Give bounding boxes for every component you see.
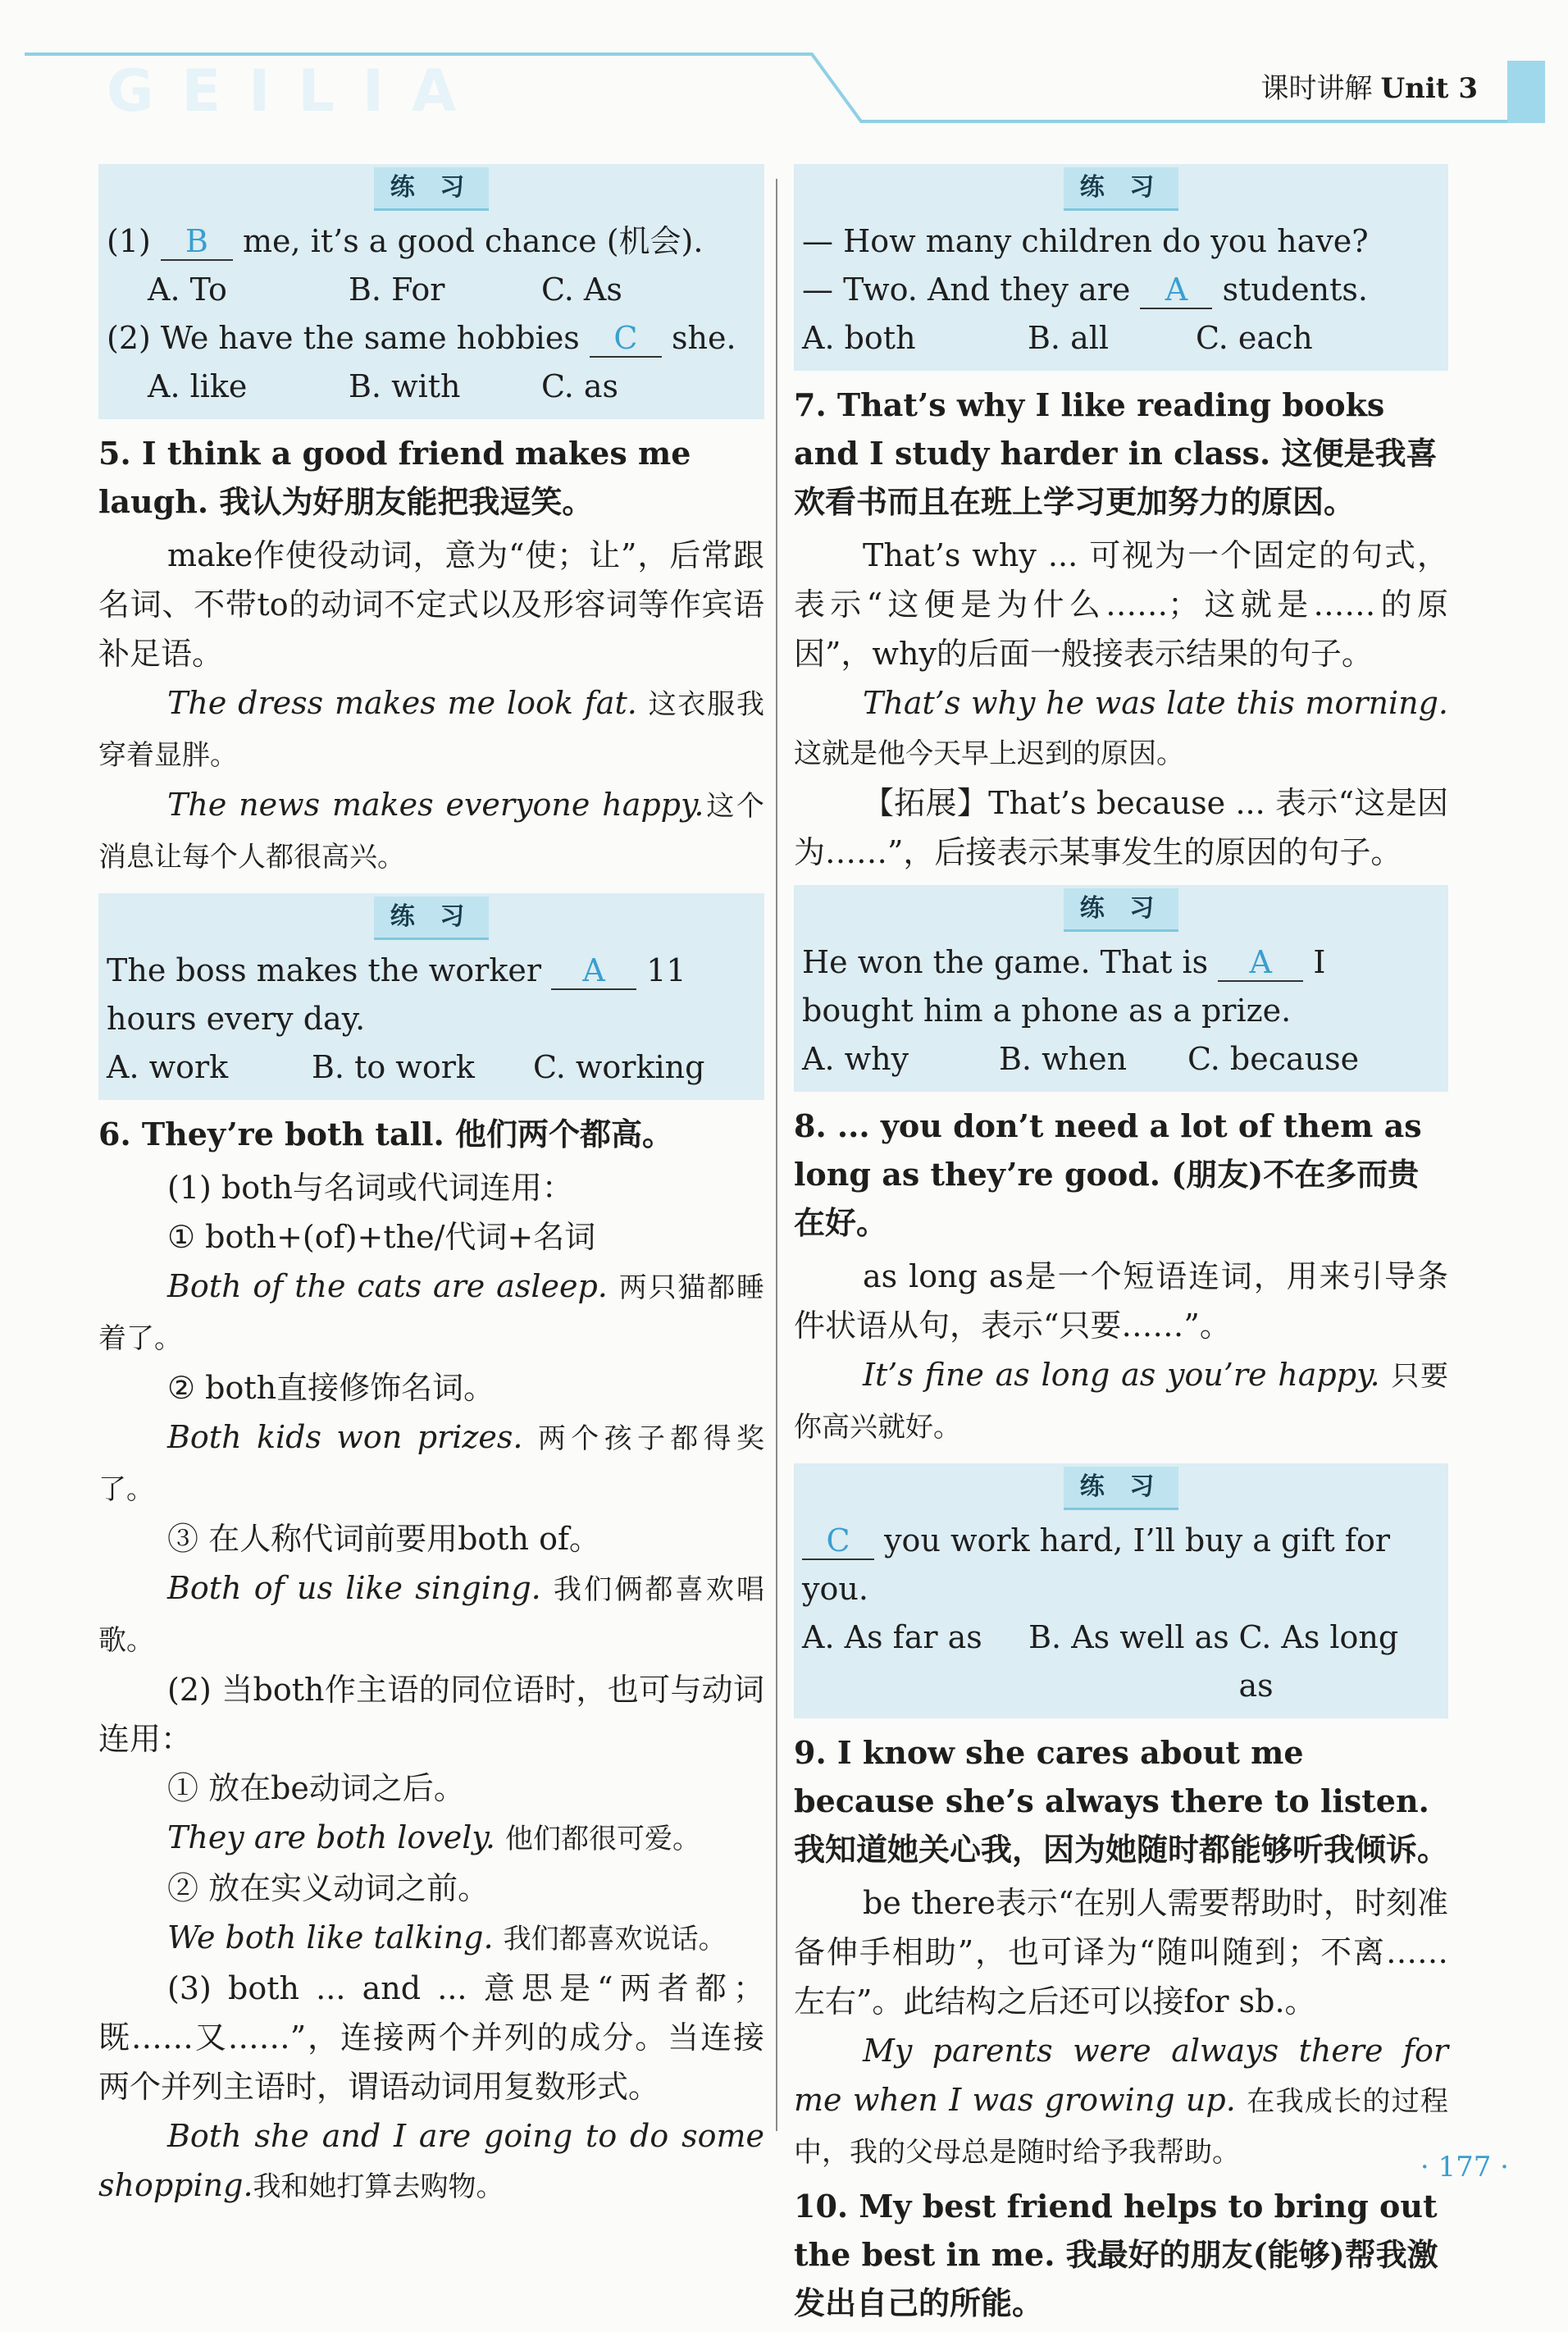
example-en: We both like talking. [167, 1919, 494, 1956]
question-text: The boss makes the worker [107, 952, 542, 988]
options-row [802, 1035, 1440, 1084]
example-sentence [98, 1412, 764, 1514]
exercise-question: — How many children do you have? [802, 223, 1369, 259]
exercise-box [98, 893, 764, 1100]
exercise-question [802, 266, 1440, 314]
column-divider [776, 179, 777, 2131]
example-sentence [794, 1350, 1448, 1452]
option: C. each [1196, 320, 1313, 356]
option: A. like [148, 368, 248, 404]
example-cn: 我们都喜欢说话。 [503, 1923, 727, 1956]
exercise-box [794, 885, 1448, 1092]
header-title [1261, 66, 1479, 106]
option: B. when [999, 1041, 1128, 1077]
example-sentence [98, 2111, 764, 2211]
exercise-question [107, 314, 756, 363]
section-heading: 5. I think a good friend makes me laugh. 我认为好朋友能把我逗笑。 [98, 435, 691, 520]
example-en: They are both lovely. [167, 1819, 495, 1855]
option: C. As [541, 272, 622, 308]
exercise-question [107, 947, 756, 1043]
page-header [0, 0, 1568, 139]
explanation: (1) both与名词或代词连用： [167, 1170, 573, 1206]
page-number: · 177 · [1420, 2151, 1509, 2184]
question-text: you work hard, I’ll buy a gift for you. [802, 1522, 1390, 1607]
answer-blank: C [590, 320, 662, 358]
section-heading: 8. ... you don’t need a lot of them as long as they’re good. (朋友)不在多而贵在好。 [794, 1107, 1422, 1241]
exercise-question [802, 938, 1440, 1035]
option: B. to work [312, 1049, 475, 1085]
example-en: The dress makes me look fat. [167, 685, 637, 721]
example-sentence [98, 1563, 764, 1665]
header-watermark: GEILIA [107, 57, 485, 125]
example-cn: 我和她打算去购物。 [253, 2170, 504, 2203]
exercise-heading: 练 习 [374, 897, 489, 940]
example-en: Both she and I are going to do some shopping. [98, 2118, 764, 2203]
question-text: He won the game. That is [802, 944, 1209, 980]
section-heading: 9. I know she cares about me because she’s always there to listen. 我知道她关心我，因为她随时都能够听我倾诉。 [794, 1734, 1449, 1868]
exercise-heading: 练 习 [1064, 1467, 1178, 1510]
right-column [794, 164, 1448, 2332]
explanation: That’s why ... 可视为一个固定的句式，表示“这便是为什么……；这就是……的原因”，why的后面一般接表示结果的句子。 [794, 537, 1448, 672]
question-text: students. [1222, 272, 1368, 308]
question-text: — Two. And they are [802, 272, 1131, 308]
example-sentence [98, 1913, 764, 1964]
example-cn: 这就是他今天早上迟到的原因。 [794, 737, 1184, 770]
answer-blank: A [1140, 272, 1212, 309]
option: C. working [533, 1049, 705, 1085]
exercise-box [794, 1463, 1448, 1718]
example-en: Both kids won prizes. [167, 1419, 523, 1455]
explanation: make作使役动词，意为“使；让”，后常跟名词、不带to的动词不定式以及形容词等作宾语补足语。 [98, 537, 764, 672]
example-cn: 我们俩都喜欢唱歌。 [98, 1573, 764, 1657]
explanation: (3) both ... and ... 意思是“两者都；既……又……”，连接两个并列的成分。当连接两个并列主语时，谓语动词用复数形式。 [98, 1970, 764, 2105]
example-sentence [794, 2026, 1448, 2177]
option: B. As well as [1028, 1619, 1229, 1655]
example-cn: 在我成长的过程中，我的父母总是随时给予我帮助。 [794, 2085, 1449, 2169]
extension-note: 【拓展】That’s because ... 表示“这是因为……”，后接表示某事发生的原因的句子。 [794, 785, 1448, 870]
option: B. For [349, 272, 445, 308]
option: C. As long as [1238, 1619, 1399, 1704]
explanation: ② both直接修饰名词。 [167, 1370, 495, 1406]
section-heading: 10. My best friend helps to bring out the best in me. 我最好的朋友(能够)帮我激发出自己的所能。 [794, 2188, 1438, 2321]
answer-blank: C [802, 1522, 874, 1560]
option: C. as [541, 368, 619, 404]
example-en: Both of us like singing. [167, 1570, 541, 1606]
option: A. both [802, 320, 916, 356]
section-heading: 6. They’re both tall. 他们两个都高。 [98, 1116, 673, 1152]
example-sentence [98, 1813, 764, 1864]
example-cn: 只要你高兴就好。 [794, 1360, 1448, 1444]
options-row [802, 1613, 1440, 1710]
example-en: That’s why he was late this morning. [863, 685, 1448, 721]
example-cn: 这个消息让每个人都很高兴。 [98, 790, 765, 874]
example-en: Both of the cats are asleep. [167, 1268, 608, 1304]
left-column [98, 164, 764, 2211]
question-text: me, it’s a good chance (机会). [243, 223, 704, 259]
answer-blank: A [1218, 944, 1303, 982]
exercise-question [802, 1517, 1440, 1613]
example-cn: 这衣服我穿着显胖。 [98, 688, 764, 772]
header-tab [1507, 61, 1545, 123]
example-sentence [98, 780, 764, 882]
question-text: 11 hours every day. [107, 952, 686, 1037]
example-cn: 两个孩子都得奖了。 [98, 1422, 764, 1506]
option: A. To [148, 272, 227, 308]
question-text: I bought him a phone as a prize. [802, 944, 1326, 1029]
header-unit: Unit 3 [1380, 72, 1478, 105]
example-sentence [794, 678, 1448, 778]
options-row [107, 1043, 756, 1092]
section-heading: 7. That’s why I like reading books and I study harder in class. 这便是我喜欢看书而且在班上学习更加努力的原因。 [794, 386, 1438, 520]
example-cn: 他们都很可爱。 [505, 1823, 701, 1855]
option: B. all [1028, 320, 1110, 356]
exercise-heading: 练 习 [1064, 167, 1178, 211]
explanation: (2) 当both作主语的同位语时，也可与动词连用： [98, 1672, 764, 1757]
question-text: (2) We have the same hobbies [107, 320, 580, 356]
explanation: ① both+(of)+the/代词+名词 [167, 1219, 596, 1255]
option: A. work [107, 1049, 229, 1085]
option: A. why [802, 1041, 909, 1077]
explanation: as long as是一个短语连词，用来引导条件状语从句，表示“只要……”。 [794, 1258, 1448, 1344]
options-row [802, 314, 1440, 363]
explanation: ② 放在实义动词之前。 [167, 1870, 490, 1906]
option: C. because [1187, 1041, 1360, 1077]
example-sentence [98, 1262, 764, 1363]
example-en: It’s fine as long as you’re happy. [863, 1357, 1380, 1393]
explanation: ③ 在人称代词前要用both of。 [167, 1521, 601, 1557]
options-row [107, 363, 756, 411]
answer-blank: B [161, 223, 233, 261]
question-text: (1) [107, 223, 151, 259]
question-text: she. [672, 320, 736, 356]
exercise-heading: 练 习 [1064, 888, 1178, 932]
exercise-box [794, 164, 1448, 371]
example-sentence [98, 678, 764, 780]
explanation: ① 放在be动词之后。 [167, 1770, 465, 1806]
explanation: be there表示“在别人需要帮助时，时刻准备伸手相助”，也可译为“随叫随到；不离……左右”。此结构之后还可以接for sb.。 [794, 1885, 1448, 2019]
header-section: 课时讲解 [1260, 72, 1373, 105]
option: B. with [349, 368, 461, 404]
example-en: My parents were always there for me when I was growing up. [794, 2033, 1448, 2118]
options-row [107, 266, 756, 314]
example-en: The news makes everyone happy. [167, 787, 704, 823]
exercise-box [98, 164, 764, 419]
exercise-heading: 练 习 [374, 167, 489, 211]
option: A. As far as [802, 1619, 982, 1655]
example-cn: 两只猫都睡着了。 [98, 1271, 764, 1355]
answer-blank: A [551, 952, 636, 990]
exercise-question [107, 217, 756, 266]
